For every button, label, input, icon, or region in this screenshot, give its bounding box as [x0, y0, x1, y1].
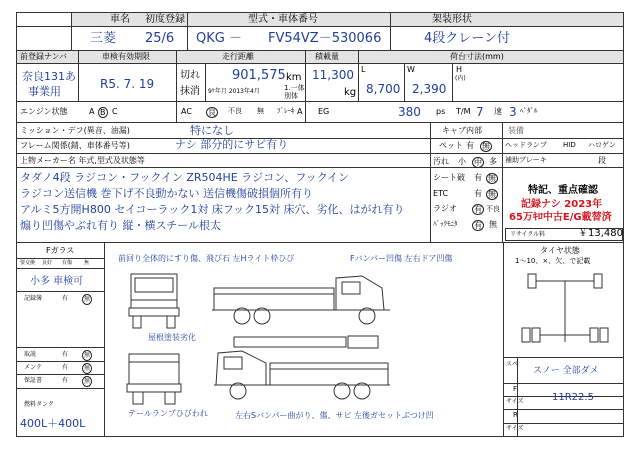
maint-yes: 有: [62, 364, 69, 371]
engine-label: エンジン状態: [20, 107, 68, 116]
H-unit: (内): [455, 75, 466, 82]
ac-label: AC: [181, 107, 192, 116]
truck-side-view-right: [212, 345, 392, 405]
ac-bad: 不良: [228, 107, 242, 115]
fglass-col-2: 良好: [42, 260, 53, 266]
ac-good: 良: [208, 108, 216, 117]
engine-grade-a: A: [89, 107, 95, 116]
cab-label: キャブ内部: [442, 126, 482, 135]
fglass-col-3: 有傷: [62, 260, 73, 266]
special-line2: 65万ｷﾛ中古E/G載替済: [509, 212, 612, 223]
car-name-value: 三菱: [90, 31, 117, 46]
etc-yes: 有: [474, 189, 482, 198]
aux-brake-label: 補助ブレーキ: [505, 156, 547, 164]
plate-line2: 事業用: [28, 85, 61, 98]
mission-value: 特になし: [190, 124, 234, 137]
W-value: 2,390: [412, 82, 447, 96]
tire-spare-value: スノー 全部ダメ: [533, 366, 599, 376]
inspection-value: R5. 7. 19: [100, 77, 155, 91]
radio-yes: 有: [474, 205, 482, 214]
pet-label: ペット: [439, 141, 463, 150]
speed-label: 速: [494, 107, 502, 116]
special-title: 特記、重点確認: [528, 185, 598, 196]
pedal-unit: ﾍﾟﾀﾞﾙ: [520, 107, 538, 115]
backmonitor-no: 無: [489, 220, 497, 229]
dirt-label: 汚れ: [433, 157, 449, 166]
aux-brake-value: 段: [598, 156, 606, 165]
chassis-value: FV54VZ－530066: [268, 31, 382, 46]
L-value: 8,700: [366, 82, 401, 96]
spare-label: 保証書: [24, 377, 43, 384]
pet-yes: 有: [466, 141, 474, 150]
manual-label: 記録簿: [24, 295, 43, 302]
pedal-value: 3: [509, 105, 517, 119]
model-chassis-label: 型式・車体番号: [248, 14, 318, 25]
capacity-label: 積載量: [315, 52, 339, 61]
tire-spare-label: スペ: [506, 361, 519, 368]
maint-label: メンテ: [24, 364, 43, 371]
W-label: W: [407, 65, 415, 74]
manual-no: 無: [84, 296, 91, 303]
note-line-2: ラジコン送信機 巻下げ不良動かない 送信機傷破損個所有り: [20, 187, 313, 200]
eg-label: EG: [318, 107, 330, 116]
ac-none: 無: [257, 107, 264, 115]
wipe-label: 抹消: [180, 86, 200, 97]
note-top-left: 前回り全体的にすり傷、飛び石 左Hライト枠ひび: [118, 254, 295, 263]
special-line1: 記録ナシ 2023年: [521, 199, 603, 210]
brake-value: A: [297, 107, 303, 116]
manual-yes: 有: [62, 295, 69, 302]
inspection-label: 車検有効期限: [102, 52, 150, 61]
note-line-1: タダノ4段 ラジコン・フックイン ZR504HE ラジコン、フックイン: [20, 171, 350, 184]
pet-no: 無: [482, 142, 490, 151]
note-bottom-right: 左右Sバンパー曲がり、傷、サビ 左後ガセットぶつけ凹: [235, 411, 434, 420]
mission-label: ミッション・デフ(異音、油漏): [20, 126, 130, 135]
note-line-4: 煽り凹傷やぶれ有り 縦・横スチール根太: [20, 219, 222, 232]
body-maker-label: 上物メーカー名 年式,型式及状態等: [20, 156, 145, 165]
ps-value: 380: [398, 105, 421, 119]
book-no: 無: [84, 352, 91, 359]
fglass-col-4: 無: [84, 260, 90, 266]
tire-r-label: R: [513, 411, 518, 419]
etc-label: ETC: [433, 189, 449, 198]
headlamp-label: ヘッドランプ: [505, 141, 547, 149]
backmonitor-yes: 有: [474, 221, 482, 230]
dirt-large: 多: [489, 157, 497, 166]
halogen-label: ハロゲン: [588, 141, 616, 149]
tm-label: T/M: [456, 107, 471, 116]
fuel-label: 燃料タンク: [24, 401, 54, 408]
dirt-mid: 中: [474, 158, 482, 167]
tire-hint: 1～10、×、欠、で記載: [515, 257, 591, 265]
tire-layout-diagram: [520, 272, 610, 356]
seat-yes: 有: [474, 173, 482, 182]
truck-front-view: [125, 272, 183, 330]
backmonitor-label: ﾊﾞｯｸﾓﾆﾀ: [433, 220, 458, 228]
engine-grade-c: C: [112, 107, 118, 116]
H-label: H: [456, 65, 463, 74]
body-shape-value: 4段クレーン付: [424, 31, 511, 46]
recycle-value: ￥13,480: [578, 228, 623, 239]
note-top-right: Fバンパー凹傷 左右ドア凹傷: [350, 254, 453, 263]
truck-top-view: [232, 335, 382, 349]
tire-f-label: F: [513, 385, 518, 393]
separate-note: 1.一体 別体: [284, 84, 305, 100]
tire-title: タイヤ状態: [540, 246, 580, 255]
spare-yes: 有: [62, 377, 69, 384]
fglass-col-1: 要交換: [20, 260, 36, 266]
body-shape-label: 架装形状: [432, 14, 472, 25]
engine-grade-b: B: [100, 108, 106, 117]
seat-no: 無: [488, 174, 496, 183]
note-line-3: アルミ5方開H800 セイコーラック1対 床フック15対 床穴、劣化、はがれ有り: [20, 203, 405, 216]
mileage-value: 901,575: [232, 68, 286, 83]
tire-r-size-label: サイズ: [506, 425, 524, 432]
seat-label: シート破: [433, 173, 465, 182]
note-bottom-left: テールランプひびわれ: [128, 409, 208, 418]
kg-unit: kg: [344, 87, 357, 98]
capacity-value: 11,300: [312, 68, 354, 82]
L-label: L: [361, 65, 366, 74]
plate-line1: 奈良131あ: [22, 70, 76, 83]
radio-label: ラジオ: [433, 204, 457, 213]
tire-size-value: 11R22.5: [552, 392, 594, 403]
fglass-value: 小多 車検可: [30, 276, 84, 287]
plate-label: 前登録ナンバ: [20, 52, 68, 61]
hid-label: HID: [563, 141, 576, 149]
car-name-label: 車名: [110, 14, 130, 25]
brake-label: ﾌﾞﾚｰｷ: [277, 107, 295, 115]
fuel-value: 400L＋400L: [20, 417, 86, 430]
tire-size-label: サイズ: [506, 398, 524, 405]
truck-rear-view: [125, 350, 183, 408]
etc-no: 無: [488, 190, 496, 199]
cut-label: 切れ: [180, 70, 200, 81]
cargo-label: 荷台寸法(mm): [450, 52, 504, 61]
note-roof: 屋根塗装劣化: [148, 333, 196, 342]
ps-unit: ps: [436, 107, 446, 116]
meter-note: 9ｹ年月 2013年4月: [208, 88, 260, 95]
book-yes: 有: [62, 351, 69, 358]
equipment-title: 装備: [508, 126, 524, 135]
radio-no: 不良: [486, 205, 500, 213]
truck-side-view-left: [212, 270, 392, 330]
maint-no: 無: [84, 365, 91, 372]
spare-no: 無: [84, 378, 91, 385]
first-reg-value: 25/6: [145, 31, 175, 46]
book-label: 取説: [24, 351, 37, 358]
dirt-small: 小: [458, 157, 466, 166]
recycle-label: リサイクル料: [510, 231, 546, 238]
tm-value: 7: [476, 105, 484, 119]
frame-label: フレーム関係(錆、車体番号等): [20, 141, 130, 150]
mileage-label: 走行距離: [222, 52, 254, 61]
first-reg-label: 初度登録: [145, 14, 185, 25]
km-unit: km: [286, 72, 302, 83]
fglass-label: Fガラス: [46, 246, 75, 255]
frame-value: ナシ 部分的にサビ有り: [175, 138, 289, 151]
model-value: QKG －: [196, 31, 242, 46]
